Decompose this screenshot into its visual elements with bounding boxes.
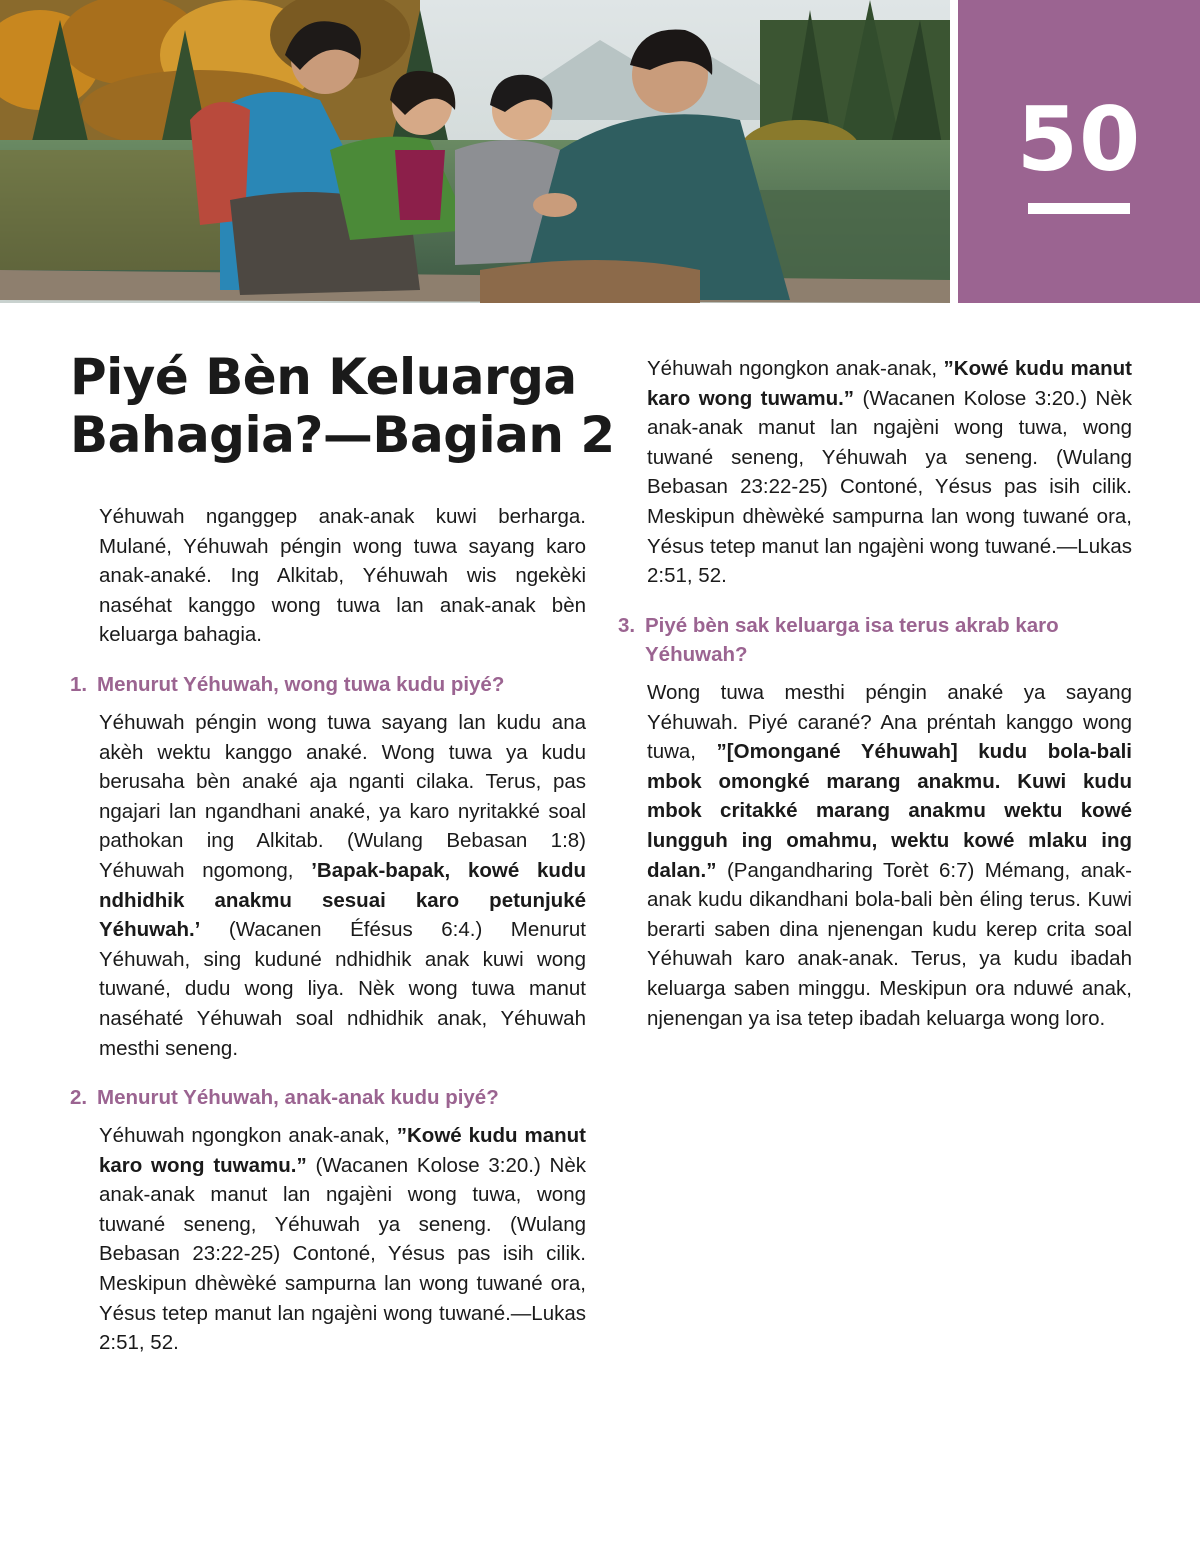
answer-1-text-a: Yéhuwah péngin wong tuwa sayang lan kudu ana akèh wektu kanggo anaké. Wong tuwa ya kudu berusaha bèn anaké aja nganti cilaka. Terus, pas ngajari lan ngandhani anaké, ya karo nyritakké soal pathokan ing Alkitab. (Wulang Bebasan 1:8) Yéhuwah ngomong, (99, 710, 586, 882)
answer-2-continued-text (647, 354, 1132, 591)
question-3-text: Piyé bèn sak keluarga isa terus akrab karo Yéhuwah? (645, 614, 1059, 666)
answer-2-cont-b: (Wacanen Kolose 3:20.) Nèk anak-anak manut lan ngajèni wong tuwa, wong tuwané seneng, Yéhuwah ya seneng. (Wulang Bebasan 23:22-25) Contoné, Yésus pas isih cilik. Meskipun dhèwèké sampurna lan wong tuwané ora, Yésus tetep manut lan ngajèni wong tuwané.—Lukas 2:51, 52. (647, 386, 1132, 588)
answer-2-text-b: (Wacanen Kolose 3:20.) Nèk anak-anak manut lan ngajèni wong tuwa, wong tuwané seneng, Yéhuwah ya seneng. (Wulang Bebasan 23:22-25) Contoné, Yésus pas isih cilik. Meskipun dhèwèké sampurna lan wong tuwané ora, Yésus tetep manut lan ngajèni wong tuwané.—Lukas 2:51, 52. (99, 1153, 586, 1355)
question-2-text: Menurut Yéhuwah, anak-anak kudu piyé? (97, 1086, 499, 1110)
lesson-number: 50 (1016, 88, 1142, 191)
question-2-number: 2. (70, 1086, 88, 1110)
family-photo-icon (0, 0, 950, 303)
answer-2-cont-quote: ”Kowé kudu manut karo wong tuwamu.” (647, 357, 1132, 410)
question-1-text: Menurut Yéhuwah, wong tuwa kudu piyé? (97, 672, 505, 696)
question-1 (70, 670, 586, 699)
page-title-line-2: Bahagia?—Bagian 2 (70, 406, 615, 464)
answer-2-cont-a: Yéhuwah ngongkon anak-anak, (647, 357, 944, 380)
answer-3-text-a: Wong tuwa mesthi péngin anaké ya sayang Yéhuwah. Piyé carané? Ana préntah kanggo wong tuwa, (647, 681, 1132, 764)
hero-image (0, 0, 950, 303)
question-3-number: 3. (618, 614, 636, 637)
answer-1-paragraph (70, 708, 586, 1063)
answer-3-scripture-quote: ”[Omongané Yéhuwah] kudu bola-bali mbok omongké marang anakmu. Kuwi kudu mbok critakké marang anakmu wektu kowé lungguh ing omahmu, wektu kowé mlaku ing dalan.” (647, 740, 1132, 882)
left-column (70, 502, 586, 1355)
question-3 (618, 611, 1132, 669)
answer-2-continued (618, 354, 1132, 591)
answer-2-text-a: Yéhuwah ngongkon anak-anak, (99, 1124, 397, 1148)
right-column (618, 357, 1132, 1033)
answer-3-text-b: (Pangandharing Torèt 6:7) Mémang, anak-anak kudu dikandhani bola-bali bèn éling terus. Kuwi berarti saben dina njenengan kudu kerep crita soal Yéhuwah karo anak-anak. Terus, ya kudu ibadah keluarga saben minggu. Meskipun ora nduwé anak, njenengan ya isa tetep ibadah keluarga wong loro. (647, 858, 1132, 1030)
answer-1-scripture-quote: ’Bapak-bapak, kowé kudu ndhidhik anakmu sesuai karo petunjuké Yéhuwah.’ (99, 858, 586, 942)
answer-1-text-b: (Wacanen Éfésus 6:4.) Menurut Yéhuwah, sing kuduné ndhidhik anak kuwi wong tuwané, dudu wong liya. Nèk wong tuwa manut naséhaté Yéhuwah soal ndhidhik anak, Yéhuwah mesthi seneng. (99, 918, 586, 1060)
question-2 (70, 1083, 586, 1112)
page-title-line-1: Piyé Bèn Keluarga (70, 348, 577, 406)
lesson-number-underline (1028, 203, 1130, 214)
intro-paragraph: Yéhuwah nganggep anak-anak kuwi berharga. Mulané, Yéhuwah péngin wong tuwa sayang karo anak-anaké. Ing Alkitab, Yéhuwah wis ngekèki naséhat kanggo wong tuwa lan anak-anak bèn keluarga bahagia. (99, 505, 586, 647)
lesson-number-box (958, 0, 1200, 303)
answer-3-paragraph (618, 678, 1132, 1033)
answer-2-scripture-quote: ”Kowé kudu manut karo wong tuwamu.” (99, 1124, 586, 1177)
answer-2-paragraph (70, 1121, 586, 1355)
question-1-number: 1. (70, 672, 88, 696)
